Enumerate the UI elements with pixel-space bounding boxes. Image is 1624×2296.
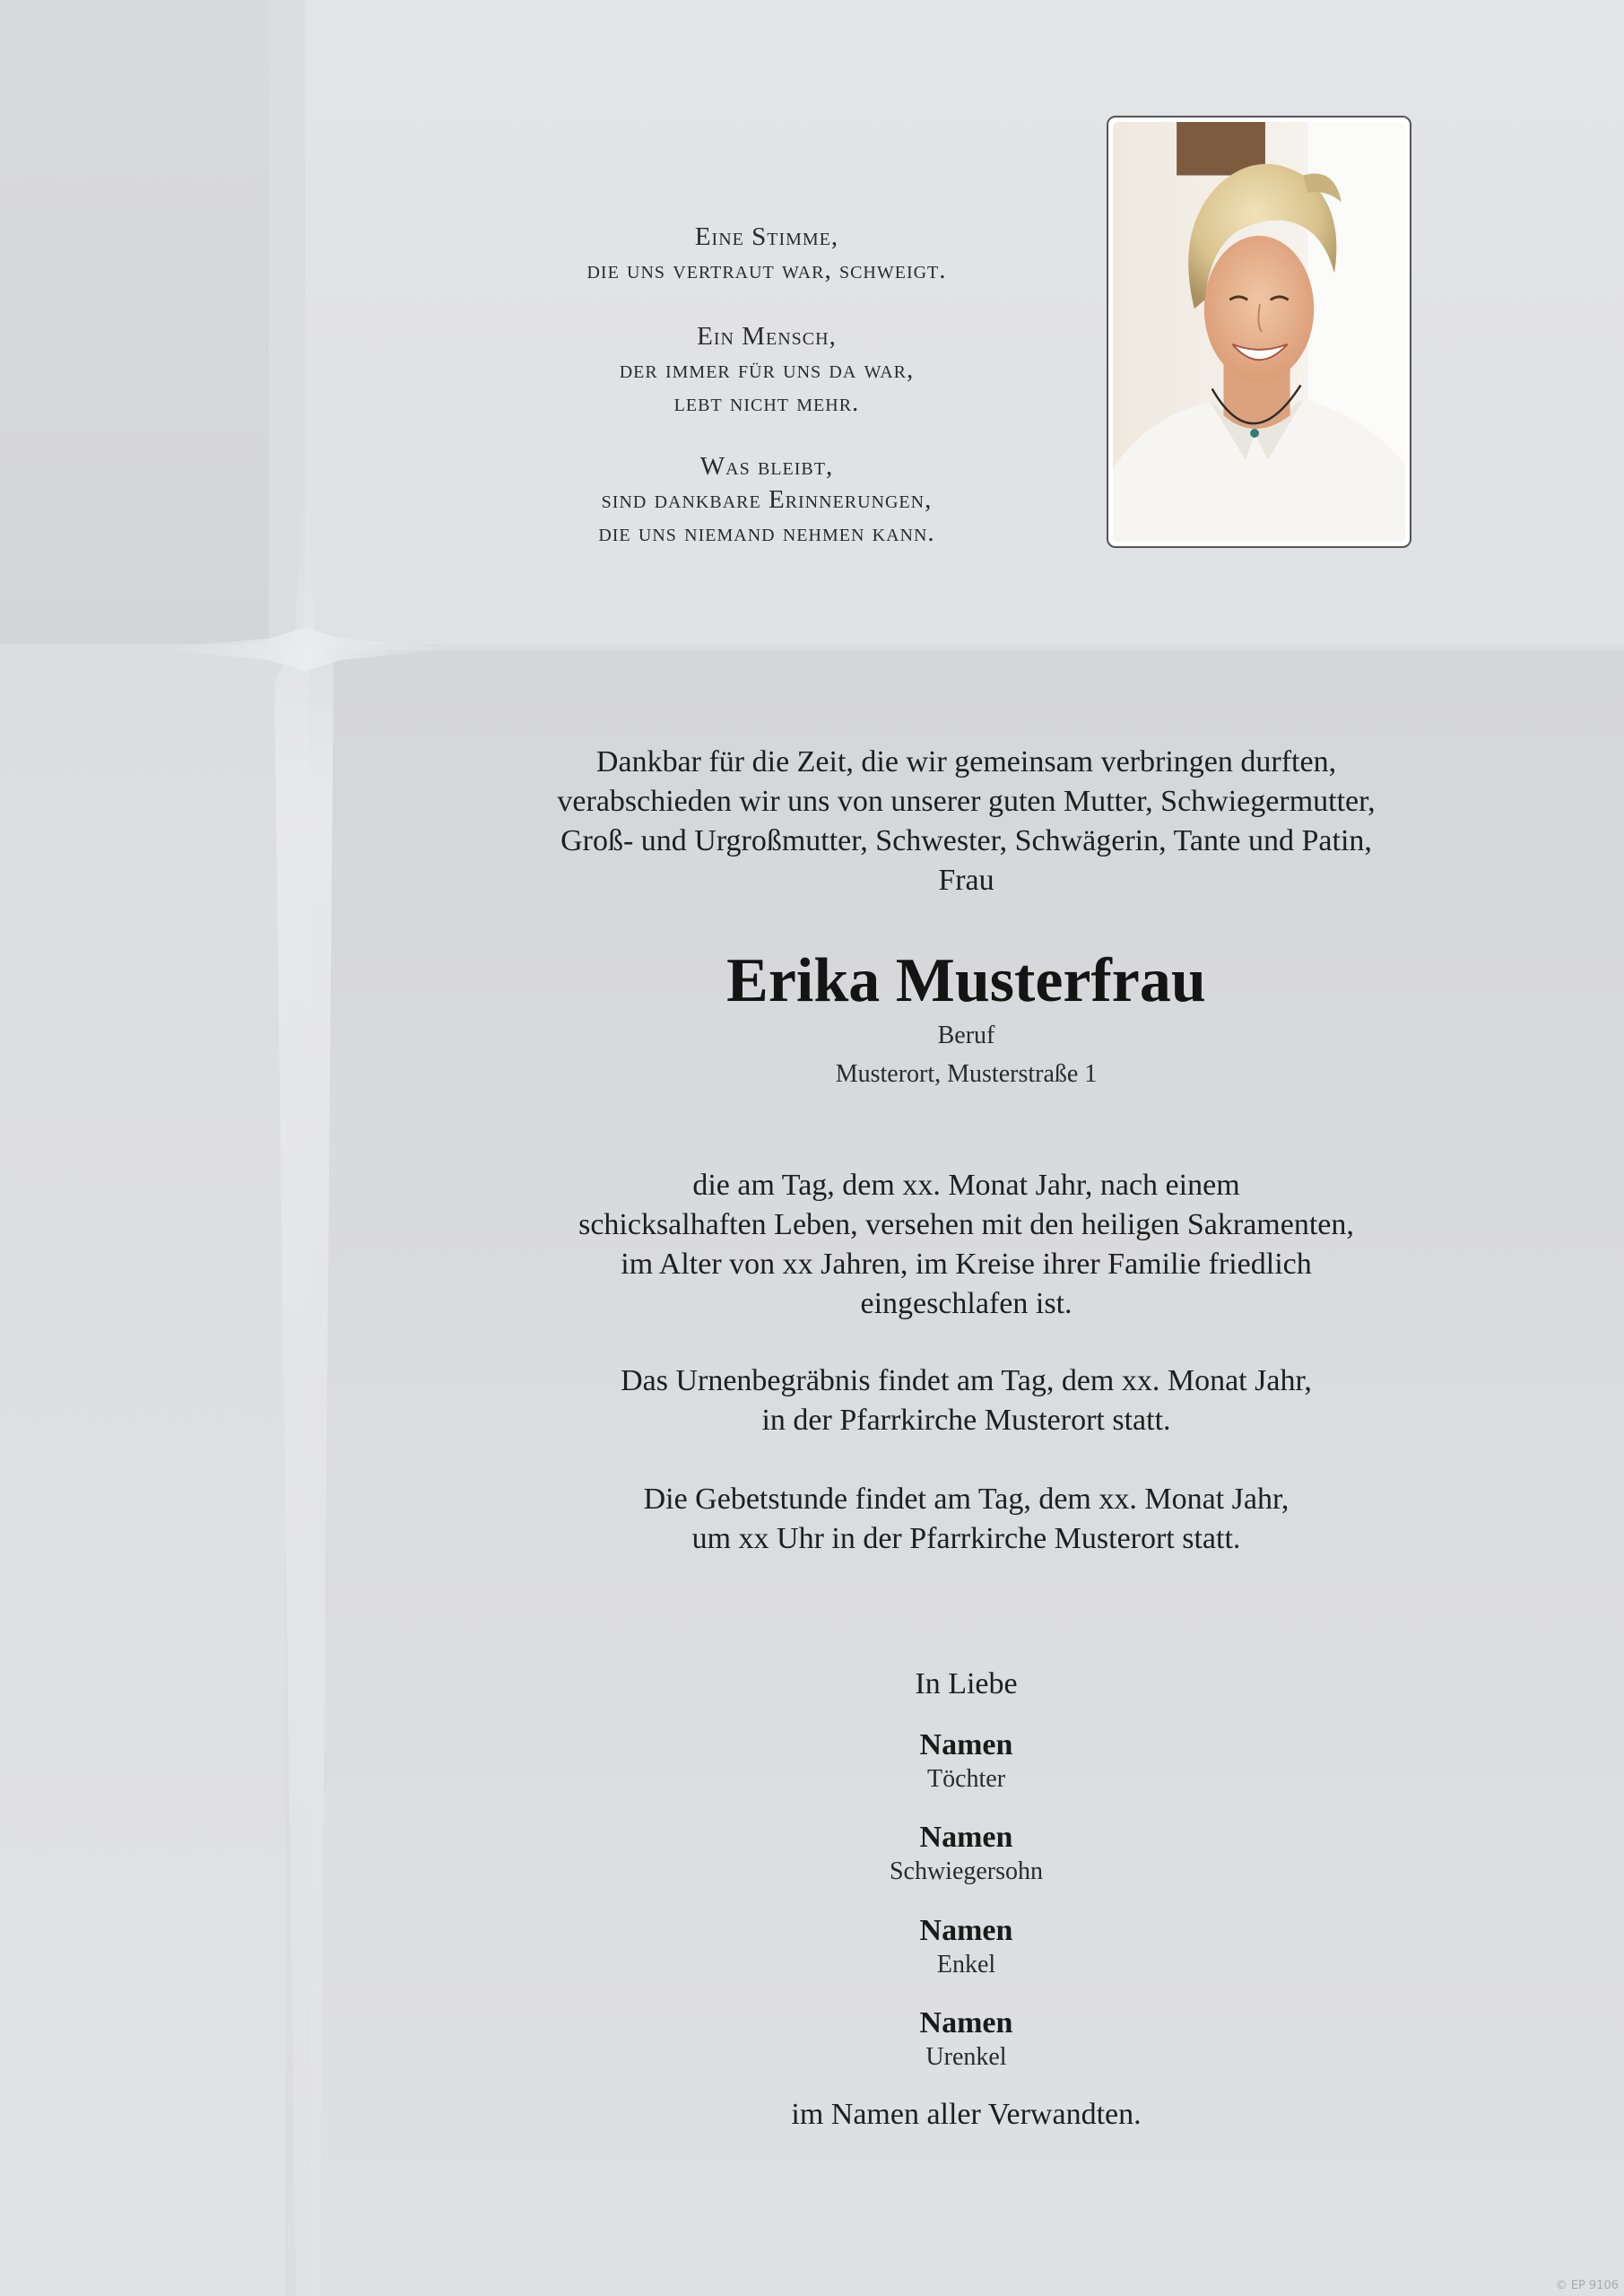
quote-line: lebt nicht mehr. — [673, 388, 860, 417]
burial-notice-line: in der Pfarrkirche Musterort statt. — [761, 1404, 1171, 1437]
deceased-address: Musterort, Musterstraße 1 — [835, 1060, 1098, 1088]
survivor-role: Urenkel — [925, 2043, 1007, 2071]
quote-stanza-1 — [502, 221, 1031, 287]
burial-notice-line: Das Urnenbegräbnis findet am Tag, dem xx. Monat Jahr, — [621, 1364, 1312, 1397]
burial-notice-paragraph — [484, 1361, 1448, 1440]
intro-line: verabschieden wir uns von unserer guten Mutter, Schwiegermutter, — [557, 785, 1376, 818]
survivor-role: Töchter — [926, 1765, 1006, 1793]
intro-line: Groß- und Urgroßmutter, Schwester, Schwägerin, Tante und Patin, — [560, 824, 1372, 857]
death-notice-paragraph — [484, 1166, 1448, 1324]
death-notice-line: im Alter von xx Jahren, im Kreise ihrer Familie friedlich — [621, 1248, 1312, 1281]
final-line: im Namen aller Verwandten. — [791, 2098, 1142, 2131]
survivor-role: Schwiegersohn — [889, 1857, 1044, 1885]
intro-line: Frau — [938, 864, 994, 897]
survivor-name: Namen — [919, 1821, 1013, 1854]
quote-line: Ein Mensch, — [697, 322, 837, 351]
background-panel-top-left — [0, 0, 269, 644]
prayer-notice-line: um xx Uhr in der Pfarrkirche Musterort statt. — [691, 1522, 1241, 1555]
quote-line: Was bleibt, — [699, 452, 834, 481]
deceased-profession: Beruf — [937, 1022, 995, 1049]
intro-paragraph — [484, 743, 1448, 900]
survivor-role: Enkel — [936, 1951, 996, 1979]
intro-line: Dankbar für die Zeit, die wir gemeinsam verbringen durften, — [595, 745, 1337, 778]
quote-line: der immer für uns da war, — [619, 355, 915, 384]
survivor-name: Namen — [919, 1728, 1013, 1761]
quote-line: die uns vertraut war, schweigt. — [586, 256, 947, 284]
deceased-name: Erika Musterfrau — [726, 946, 1206, 1015]
death-notice-line: schicksalhaften Leben, versehen mit den heiligen Sakramenten, — [578, 1208, 1354, 1241]
quote-stanza-2 — [502, 320, 1031, 420]
survivor-name: Namen — [919, 1914, 1013, 1947]
survivor-name: Namen — [919, 2006, 1013, 2039]
in-love-label: In Liebe — [915, 1667, 1018, 1700]
copyright-mark: © EP 9106 — [1555, 2279, 1619, 2292]
portrait-illustration — [1113, 122, 1405, 542]
quote-line: die uns niemand nehmen kann. — [598, 518, 935, 547]
death-notice-line: die am Tag, dem xx. Monat Jahr, nach einem — [692, 1169, 1240, 1202]
quote-line: sind dankbare Erinnerungen, — [601, 485, 933, 514]
prayer-notice-paragraph — [484, 1480, 1448, 1559]
portrait-photo — [1107, 116, 1411, 548]
quote-stanza-3 — [502, 450, 1031, 550]
death-notice-line: eingeschlafen ist. — [860, 1287, 1073, 1320]
prayer-notice-line: Die Gebetstunde findet am Tag, dem xx. Monat Jahr, — [643, 1483, 1290, 1516]
background-panel-bottom-left — [0, 655, 285, 2296]
quote-line: Eine Stimme, — [694, 222, 839, 251]
